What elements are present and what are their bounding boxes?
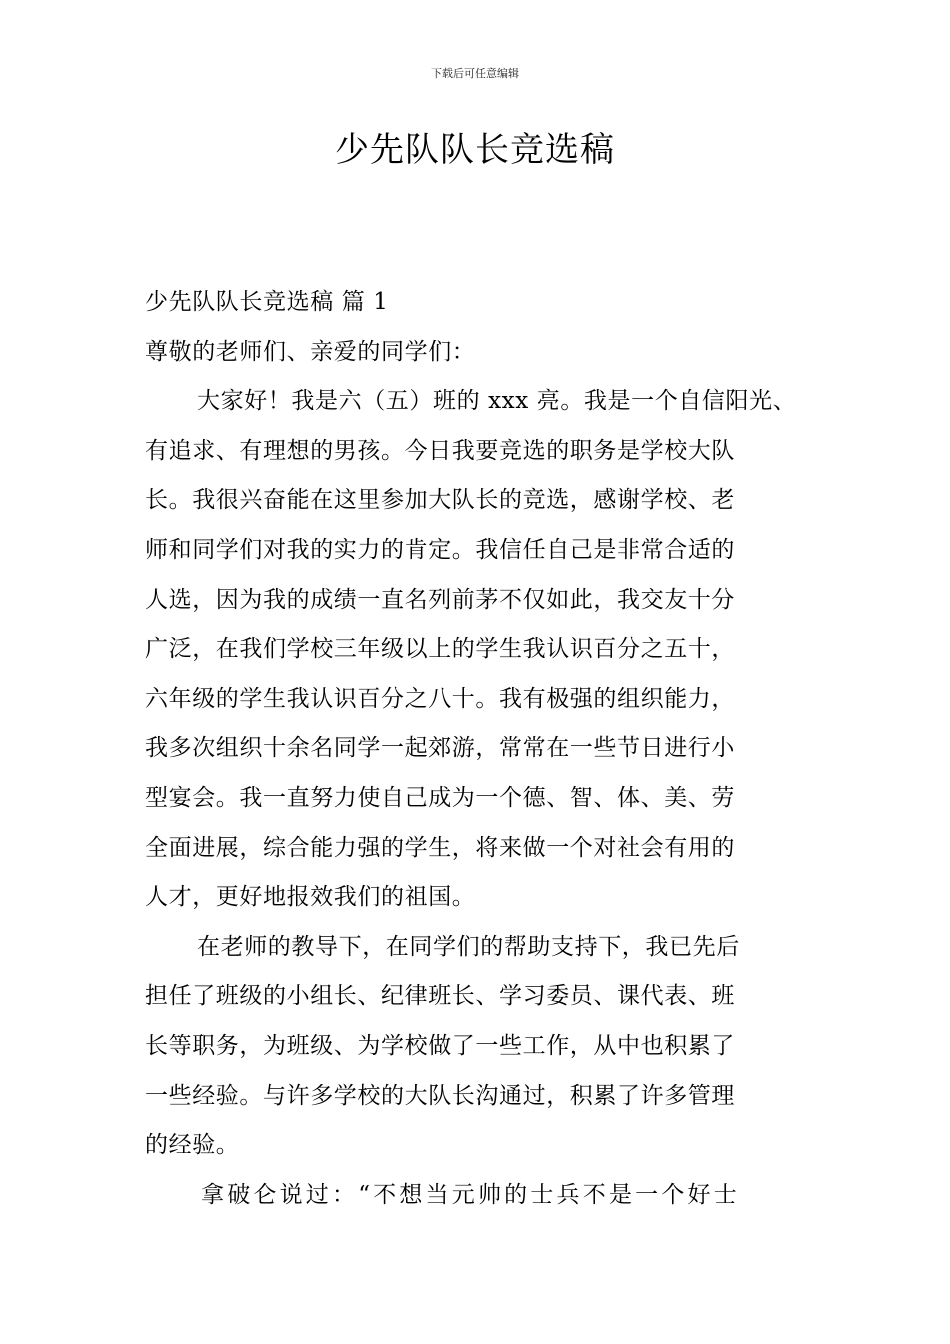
paragraph-line: 拿破仑说过：“不想当元帅的士兵不是一个好士	[201, 1181, 740, 1208]
salutation: 尊敬的老师们、亲爱的同学们：	[145, 338, 476, 365]
document-title: 少先队队长竞选稿	[335, 130, 615, 170]
paragraph-line: 六年级的学生我认识百分之八十。我有极强的组织能力，	[145, 685, 735, 712]
paragraph-2	[145, 923, 815, 1171]
paragraph-3	[145, 1171, 815, 1221]
section-heading: 少先队队长竞选稿 篇 1	[145, 289, 389, 315]
paragraph-line: 我多次组织十余名同学一起郊游，常常在一些节日进行小	[145, 735, 735, 762]
header-note: 下载后可任意编辑	[431, 67, 519, 80]
paragraph-line: 长等职务，为班级、为学校做了一些工作，从中也积累了	[145, 1032, 735, 1059]
paragraph-line: 人才，更好地报效我们的祖国。	[145, 884, 476, 911]
paragraph-line: 全面进展，综合能力强的学生，将来做一个对社会有用的	[145, 834, 735, 861]
paragraph-line: 型宴会。我一直努力使自己成为一个德、智、体、美、劳	[145, 784, 735, 811]
paragraph-line: 师和同学们对我的实力的肯定。我信任自己是非常合适的	[145, 536, 735, 563]
paragraph-line: 广泛，在我们学校三年级以上的学生我认识百分之五十，	[145, 636, 735, 663]
paragraph-line: 一些经验。与许多学校的大队长沟通过，积累了许多管理	[145, 1082, 735, 1109]
paragraph-1	[145, 377, 815, 923]
paragraph-line: 大家好！我是六（五）班的 xxx 亮。我是一个自信阳光、	[197, 388, 797, 415]
document-body	[145, 278, 815, 1220]
paragraph-line: 的经验。	[145, 1132, 240, 1159]
paragraph-line: 在老师的教导下，在同学们的帮助支持下，我已先后	[197, 933, 740, 960]
paragraph-line: 人选，因为我的成绩一直名列前茅不仅如此，我交友十分	[145, 586, 735, 613]
paragraph-line: 有追求、有理想的男孩。今日我要竞选的职务是学校大队	[145, 437, 735, 464]
paragraph-line: 长。我很兴奋能在这里参加大队长的竞选，感谢学校、老	[145, 487, 735, 514]
paragraph-line: 担任了班级的小组长、纪律班长、学习委员、课代表、班	[145, 983, 735, 1010]
